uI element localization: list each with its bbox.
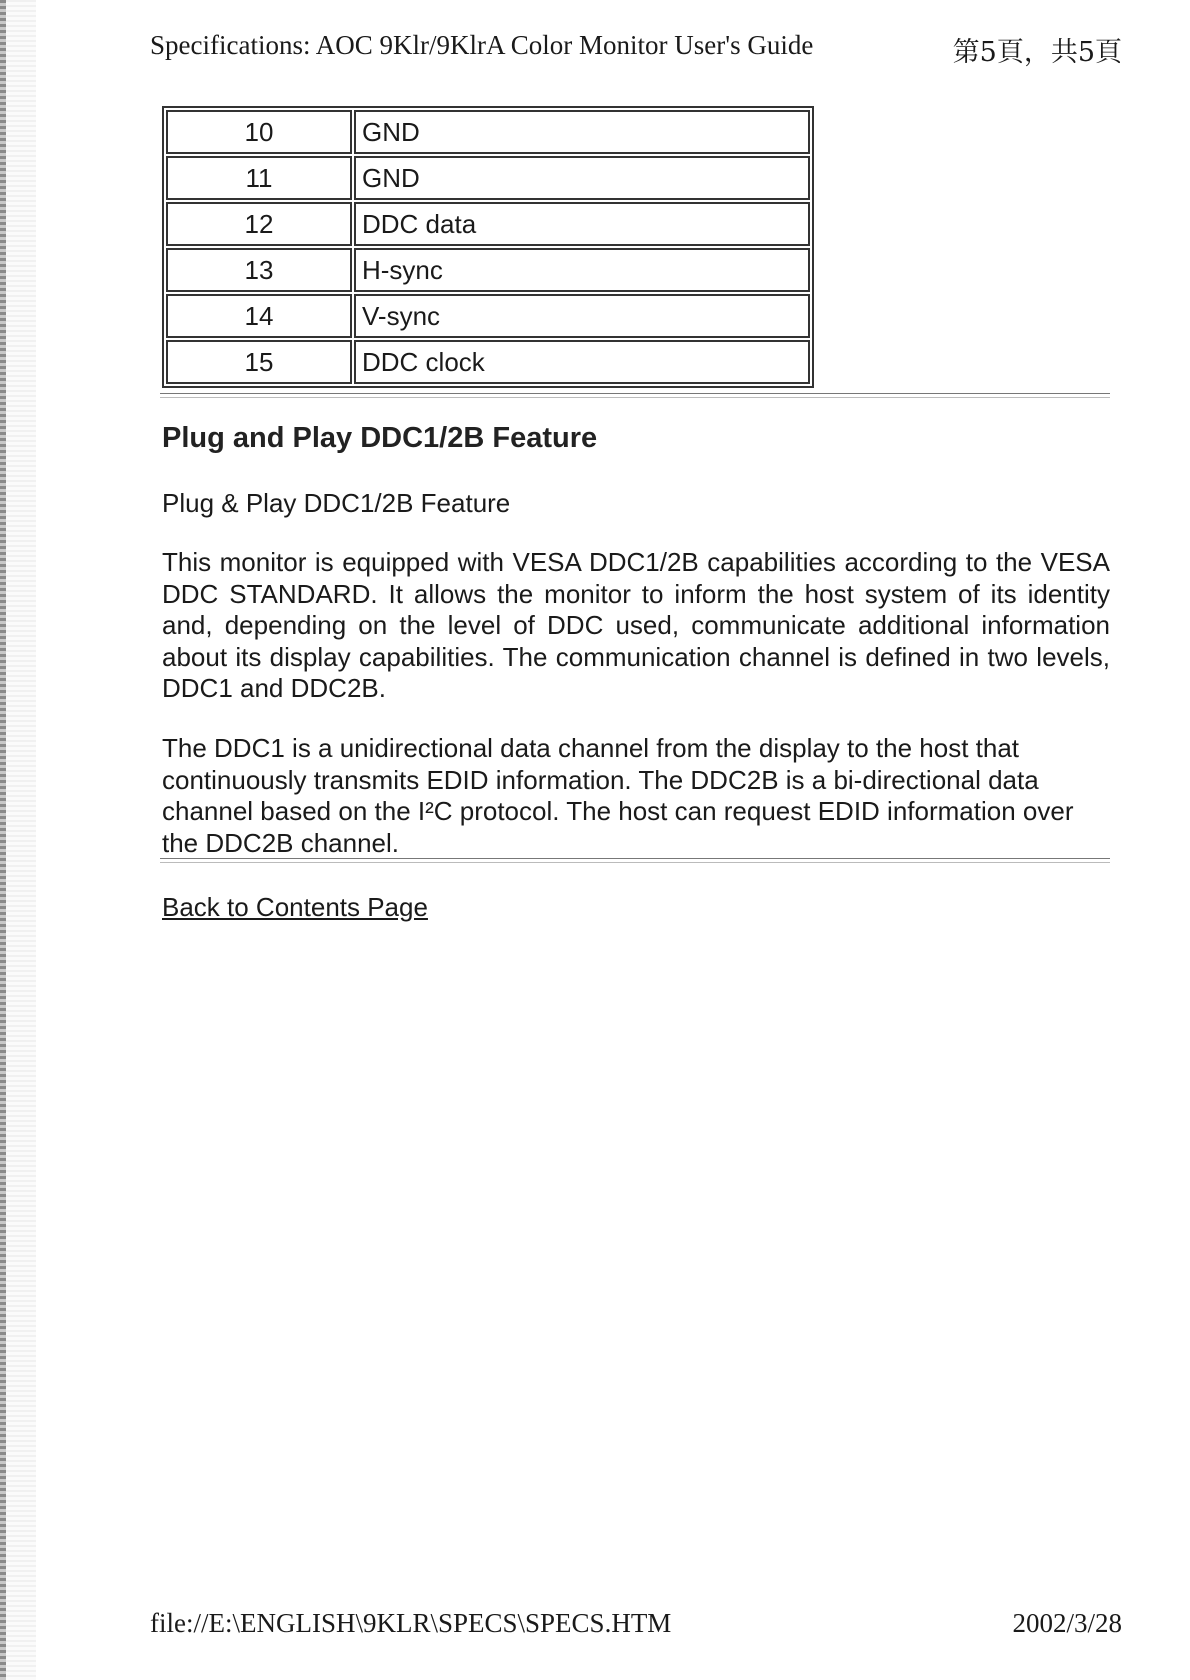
- document-title: Specifications: AOC 9Klr/9KlrA Color Monitor User's Guide: [150, 30, 814, 60]
- divider-rule: [160, 393, 1110, 398]
- section-heading: Plug and Play DDC1/2B Feature: [162, 422, 598, 454]
- signal-cell: H-sync: [354, 248, 810, 292]
- table-row: [166, 110, 810, 154]
- back-to-contents-link[interactable]: Back to Contents Page: [162, 892, 428, 922]
- pin-number-cell: 12: [166, 202, 352, 246]
- table-row: [166, 156, 810, 200]
- divider-rule: [160, 858, 1110, 863]
- signal-cell: DDC clock: [354, 340, 810, 384]
- pin-number-cell: 10: [166, 110, 352, 154]
- scan-edge-shadow: [6, 0, 36, 1680]
- signal-cell: GND: [354, 156, 810, 200]
- table-row: [166, 340, 810, 384]
- table-row: [166, 202, 810, 246]
- page-indicator: 第5頁，共5頁: [952, 37, 1122, 68]
- print-date: 2002/3/28: [1012, 1608, 1122, 1638]
- signal-cell: DDC data: [354, 202, 810, 246]
- table-row: [166, 294, 810, 338]
- paragraph: This monitor is equipped with VESA DDC1/2B capabilities according to the VESA DDC STANDARD. It allows the monitor to inform the host system of its identity and, depending on the level of DDC used, communicate additional information about its display capabilities. The communication channel is defined in two levels, DDC1 and DDC2B.: [162, 547, 1110, 703]
- file-path: file://E:\ENGLISH\9KLR\SPECS\SPECS.HTM: [150, 1608, 672, 1638]
- pin-number-cell: 11: [166, 156, 352, 200]
- pin-number-cell: 14: [166, 294, 352, 338]
- paragraph: The DDC1 is a unidirectional data channel from the display to the host that continuously transmits EDID information. The DDC2B is a bi-directional data channel based on the I²C protocol. The host can request EDID information over the DDC2B channel.: [162, 733, 1074, 858]
- pin-number-cell: 13: [166, 248, 352, 292]
- pin-number-cell: 15: [166, 340, 352, 384]
- pin-assignment-table: [162, 106, 814, 388]
- section-subtitle: Plug & Play DDC1/2B Feature: [162, 488, 511, 518]
- table-row: [166, 248, 810, 292]
- signal-cell: GND: [354, 110, 810, 154]
- signal-cell: V-sync: [354, 294, 810, 338]
